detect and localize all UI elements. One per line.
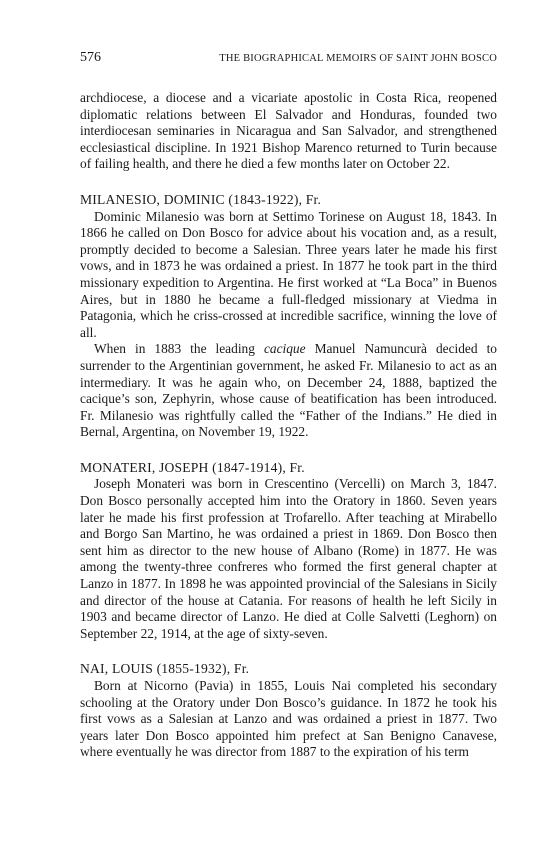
entry-heading: NAI, LOUIS (1855-1932), Fr.: [80, 661, 250, 677]
text-run: When in 1883 the leading: [94, 341, 264, 357]
entry-nai: [80, 661, 497, 761]
entry-monateri: [80, 460, 497, 643]
entry-heading: MILANESIO, DOMINIC (1843-1922), Fr.: [80, 191, 322, 207]
entry-paragraph: Born at Nicorno (Pavia) in 1855, Louis Nai completed his secondary schooling at the Oratory under Don Bosco’s guidance. In 1872 he took his first vows as a Salesian at Lanzo and was ordained a priest in 1877. Two years later Don Bosco appointed him prefect at San Benigno Canavese, where eventually he was director from 1887 to the expiration of his term: [80, 678, 497, 760]
book-page: [80, 50, 497, 761]
entry-milanesio: [80, 192, 497, 441]
italic-term: cacique: [263, 341, 306, 357]
running-title: THE BIOGRAPHICAL MEMOIRS OF SAINT JOHN BOSCO: [219, 53, 497, 64]
entry-paragraph: Dominic Milanesio was born at Settimo Torinese on August 18, 1843. In 1866 he called on Don Bosco for advice about his vocation and, as a result, promptly decided to become a Salesian. Three years later he made his first vows, and in 1873 he was ordained a priest. In 1877 he took part in the third missionary expedition to Argentina. He first worked at “La Boca” in Buenos Aires, but in 1880 he became a full-fledged missionary at Viedma in Patagonia, which he criss-crossed at incredible sacrifice, winning the love of all.: [80, 208, 497, 340]
entry-paragraph: Joseph Monateri was born in Crescentino (Vercelli) on March 3, 1847. Don Bosco personally accepted him into the Oratory in 1860. Seven years later he made his first profession at Trofarello. After teaching at Mirabello and Borgo San Martino, he was ordained a priest in 1869. Don Bosco then sent him as director to the new house of Albano (Rome) in 1877. He was among the twenty-three confreres who formed the first general chapter at Lanzo in 1877. In 1898 he was appointed provincial of the Salesians in Sicily and director of the house at Catania. For reasons of health he left Sicily in 1903 and became director of Lanzo. He died at Colle Salvetti (Leghorn) on September 22, 1914, at the age of sixty-seven.: [80, 476, 497, 641]
intro-paragraph: archdiocese, a diocese and a vicariate apostolic in Costa Rica, reopened diplomatic relations between El Salvador and Honduras, founded two interdiocesan seminaries in Nicaragua and San Salvador, and strengthened ecclesiastical discipline. In 1921 Bishop Marenco returned to Turin because of failing health, and there he died a few months later on October 22.: [80, 90, 497, 172]
page-number: 576: [80, 50, 101, 65]
running-head: [80, 50, 497, 70]
entry-heading: MONATERI, JOSEPH (1847-1914), Fr.: [80, 459, 305, 475]
text-run: Manuel Namuncurà decided to surrender to the Argentinian government, he asked Fr. Milanesio to act as an intermediary. It was he again who, on December 24, 1888, baptized the cacique’s son, Zephyrin, whose cause of beatification has been introduced. Fr. Milanesio was rightfully called the “Father of the Indians.” He died in Bernal, Argentina, on November 19, 1922.: [80, 341, 497, 440]
entry-paragraph: [80, 341, 497, 441]
